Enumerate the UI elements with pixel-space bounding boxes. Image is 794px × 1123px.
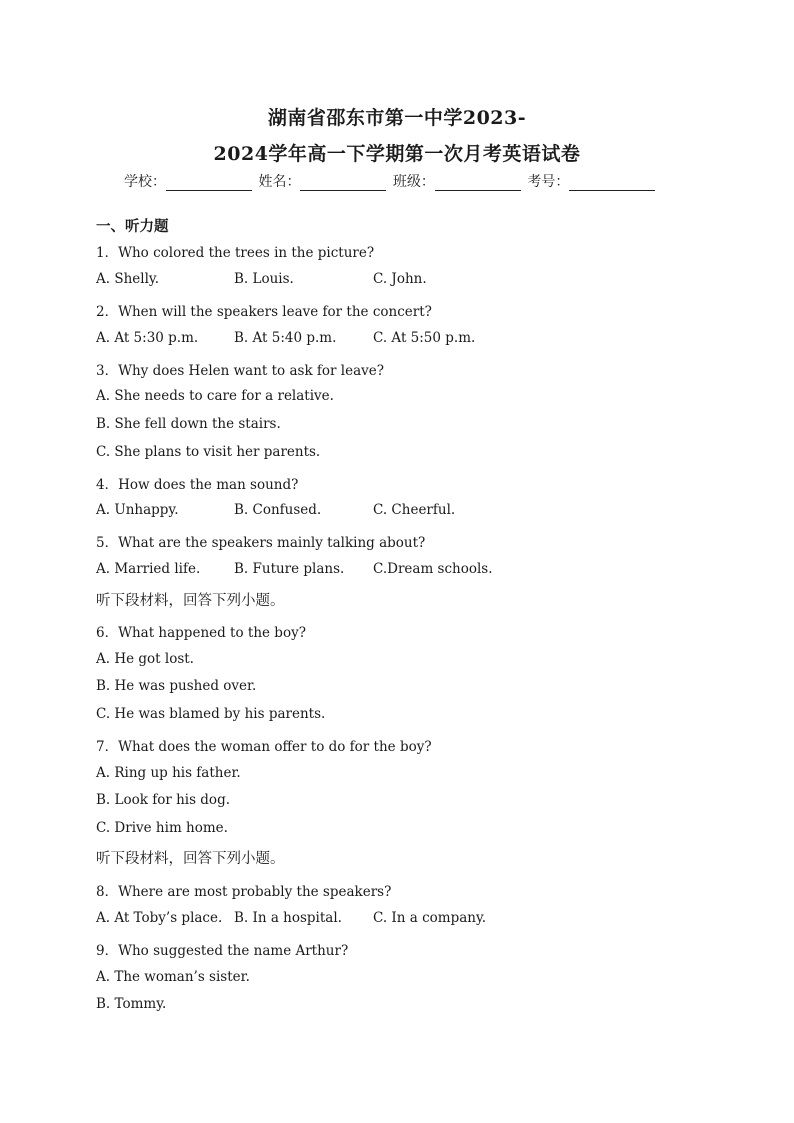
- q1-option-a: A. Shelly.: [96, 271, 160, 287]
- listening-instruction-2: 听下段材料，回答下列小题。: [96, 851, 285, 867]
- q5-option-b: B. Future plans.: [234, 561, 345, 577]
- exam-number-blank[interactable]: [569, 176, 655, 191]
- q1-option-c: C. John.: [373, 271, 427, 287]
- q5-option-a: A. Married life.: [96, 561, 201, 577]
- question-5: 5．What are the speakers mainly talking about?: [96, 535, 426, 551]
- q8-option-b: B. In a hospital.: [234, 910, 342, 926]
- q2-option-b: B. At 5:40 p.m.: [234, 330, 337, 346]
- q4-option-c: C. Cheerful.: [373, 502, 456, 518]
- q8-option-a: A. At Toby’s place.: [96, 910, 223, 926]
- question-6: 6．What happened to the boy?: [96, 625, 306, 641]
- question-7: 7．What does the woman offer to do for the boy?: [96, 739, 432, 755]
- question-2: 2．When will the speakers leave for the concert?: [96, 304, 432, 320]
- q9-option-a: A. The woman’s sister.: [96, 969, 250, 985]
- q5-option-c: C.Dream schools.: [373, 561, 493, 577]
- school-blank[interactable]: [166, 176, 252, 191]
- q7-option-a: A. Ring up his father.: [96, 765, 241, 781]
- school-label: 学校：: [124, 174, 166, 190]
- q6-option-a: A. He got lost.: [96, 651, 194, 667]
- name-blank[interactable]: [300, 176, 386, 191]
- q6-option-b: B. He was pushed over.: [96, 678, 257, 694]
- question-9: 9．Who suggested the name Arthur?: [96, 943, 349, 959]
- class-blank[interactable]: [435, 176, 521, 191]
- exam-number-label: 考号：: [527, 174, 570, 190]
- q2-option-a: A. At 5:30 p.m.: [96, 330, 199, 346]
- q9-option-b: B. Tommy.: [96, 996, 167, 1012]
- q7-option-b: B. Look for his dog.: [96, 792, 230, 808]
- question-8: 8．Where are most probably the speakers?: [96, 884, 392, 900]
- q2-option-c: C. At 5:50 p.m.: [373, 330, 476, 346]
- q8-option-c: C. In a company.: [373, 910, 487, 926]
- q3-option-b: B. She fell down the stairs.: [96, 416, 281, 432]
- q3-option-a: A. She needs to care for a relative.: [96, 388, 334, 404]
- exam-title-line1: 湖南省邵东市第一中学2023-: [267, 107, 527, 129]
- listening-instruction-1: 听下段材料，回答下列小题。: [96, 593, 285, 609]
- q7-option-c: C. Drive him home.: [96, 820, 228, 836]
- section-heading: 一、听力题: [96, 218, 169, 235]
- exam-title-line2: 2024学年高一下学期第一次月考英语试卷: [213, 143, 581, 165]
- q4-option-b: B. Confused.: [234, 502, 322, 518]
- q3-option-c: C. She plans to visit her parents.: [96, 444, 321, 460]
- q4-option-a: A. Unhappy.: [96, 502, 179, 518]
- name-label: 姓名：: [258, 174, 301, 190]
- question-1: 1．Who colored the trees in the picture?: [96, 245, 375, 261]
- q6-option-c: C. He was blamed by his parents.: [96, 706, 326, 722]
- question-3: 3．Why does Helen want to ask for leave?: [96, 363, 384, 379]
- q1-option-b: B. Louis.: [234, 271, 294, 287]
- question-4: 4．How does the man sound?: [96, 477, 299, 493]
- class-label: 班级：: [392, 174, 435, 190]
- student-info-row: [124, 171, 657, 191]
